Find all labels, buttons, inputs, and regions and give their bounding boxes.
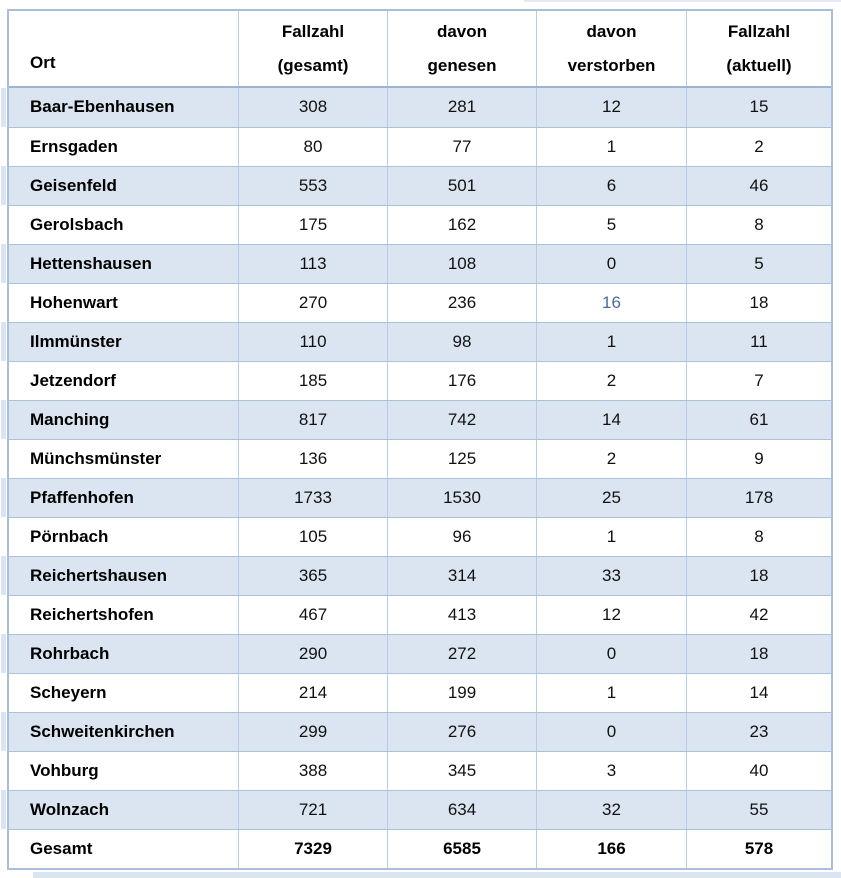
cell-verstorben: 25	[536, 479, 686, 517]
header-label: Ort	[30, 53, 56, 72]
cell-aktuell: 7	[686, 362, 831, 400]
cell-aktuell: 55	[686, 791, 831, 829]
header-cell-davon-genesen	[387, 11, 536, 86]
header-cell-fallzahl-gesamt	[238, 11, 387, 86]
cell-verstorben: 6	[536, 167, 686, 205]
cell-genesen: 272	[387, 635, 536, 673]
header-label-line2: (gesamt)	[277, 55, 349, 75]
cell-genesen: 634	[387, 791, 536, 829]
cell-genesen: 162	[387, 206, 536, 244]
header-cell-ort	[9, 11, 238, 86]
header-label-line2: (aktuell)	[726, 55, 792, 75]
cell-genesen: 125	[387, 440, 536, 478]
table-total-row	[9, 829, 831, 868]
cell-genesen: 108	[387, 245, 536, 283]
cell-aktuell: 11	[686, 323, 831, 361]
cell-genesen: 96	[387, 518, 536, 556]
cell-gesamt: 467	[238, 596, 387, 634]
cell-ort: Münchsmünster	[30, 449, 162, 468]
cell-gesamt: 388	[238, 752, 387, 790]
cell-ort: Pörnbach	[30, 527, 109, 546]
table-row	[9, 634, 831, 673]
cell-aktuell: 23	[686, 713, 831, 751]
cell-aktuell: 46	[686, 167, 831, 205]
cell-gesamt: 7329	[238, 830, 387, 868]
cell-genesen: 413	[387, 596, 536, 634]
cell-verstorben: 1	[536, 323, 686, 361]
table-row	[9, 517, 831, 556]
cell-ort: Rohrbach	[30, 644, 110, 663]
table-row	[9, 127, 831, 166]
header-cell-davon-verstorben	[536, 11, 686, 86]
cell-aktuell: 5	[686, 245, 831, 283]
cell-gesamt: 136	[238, 440, 387, 478]
table-row	[9, 556, 831, 595]
cell-gesamt: 365	[238, 557, 387, 595]
cell-aktuell: 178	[686, 479, 831, 517]
cell-ort: Baar-Ebenhausen	[30, 97, 175, 116]
table-row	[9, 361, 831, 400]
table-body	[9, 88, 831, 868]
cell-verstorben: 33	[536, 557, 686, 595]
cell-genesen: 199	[387, 674, 536, 712]
cell-gesamt: 214	[238, 674, 387, 712]
table-row	[9, 712, 831, 751]
cell-verstorben: 12	[536, 596, 686, 634]
header-label-line1: davon	[436, 21, 488, 41]
cell-aktuell: 61	[686, 401, 831, 439]
table-row	[9, 595, 831, 634]
cell-gesamt: 80	[238, 128, 387, 166]
cell-ort: Pfaffenhofen	[30, 488, 134, 507]
cell-genesen: 276	[387, 713, 536, 751]
cell-genesen: 281	[387, 88, 536, 127]
cell-genesen: 1530	[387, 479, 536, 517]
cell-verstorben: 5	[536, 206, 686, 244]
cropped-content-sliver-bottom	[33, 872, 841, 878]
table-row	[9, 790, 831, 829]
cell-gesamt: 185	[238, 362, 387, 400]
cell-ort: Hohenwart	[30, 293, 118, 312]
cell-genesen: 176	[387, 362, 536, 400]
cell-genesen: 6585	[387, 830, 536, 868]
cell-gesamt: 817	[238, 401, 387, 439]
table-row	[9, 439, 831, 478]
table-row	[9, 400, 831, 439]
cell-verstorben: 12	[536, 88, 686, 127]
cell-aktuell: 578	[686, 830, 831, 868]
cell-ort: Manching	[30, 410, 110, 429]
cell-ort: Reichertshausen	[30, 566, 167, 585]
cell-gesamt: 1733	[238, 479, 387, 517]
cell-ort: Hettenshausen	[30, 254, 152, 273]
cell-ort: Gesamt	[30, 839, 93, 858]
cropped-content-sliver-top	[524, 0, 841, 2]
cell-ort: Ernsgaden	[30, 137, 118, 156]
cell-genesen: 98	[387, 323, 536, 361]
table-row	[9, 751, 831, 790]
cell-ort: Geisenfeld	[30, 176, 117, 195]
cell-genesen: 345	[387, 752, 536, 790]
cell-gesamt: 290	[238, 635, 387, 673]
cell-aktuell: 18	[686, 635, 831, 673]
cell-aktuell: 18	[686, 284, 831, 322]
cell-ort: Reichertshofen	[30, 605, 154, 624]
cell-aktuell: 2	[686, 128, 831, 166]
table-row	[9, 283, 831, 322]
cell-gesamt: 721	[238, 791, 387, 829]
cell-genesen: 77	[387, 128, 536, 166]
cell-aktuell: 8	[686, 518, 831, 556]
header-label-line2: genesen	[427, 55, 497, 75]
cell-gesamt: 270	[238, 284, 387, 322]
header-label-line1: Fallzahl	[727, 21, 791, 41]
cell-aktuell: 8	[686, 206, 831, 244]
cell-ort: Gerolsbach	[30, 215, 124, 234]
header-label-line1: Fallzahl	[281, 21, 345, 41]
cell-gesamt: 299	[238, 713, 387, 751]
cell-ort: Schweitenkirchen	[30, 722, 175, 741]
header-cell-fallzahl-aktuell	[686, 11, 831, 86]
cell-verstorben: 16	[536, 284, 686, 322]
cropped-content-sliver-left	[1, 88, 6, 868]
covid-cases-table	[7, 9, 833, 870]
cell-gesamt: 308	[238, 88, 387, 127]
table-row	[9, 322, 831, 361]
cell-ort: Ilmmünster	[30, 332, 122, 351]
cell-verstorben: 3	[536, 752, 686, 790]
table-row	[9, 166, 831, 205]
cell-verstorben: 2	[536, 362, 686, 400]
cell-aktuell: 18	[686, 557, 831, 595]
table-row	[9, 478, 831, 517]
cell-aktuell: 9	[686, 440, 831, 478]
cell-verstorben: 14	[536, 401, 686, 439]
cell-gesamt: 113	[238, 245, 387, 283]
cell-ort: Scheyern	[30, 683, 107, 702]
table-header-row	[9, 11, 831, 88]
table-row	[9, 244, 831, 283]
cell-aktuell: 40	[686, 752, 831, 790]
cell-genesen: 501	[387, 167, 536, 205]
cell-gesamt: 553	[238, 167, 387, 205]
table-row	[9, 88, 831, 127]
cell-verstorben: 1	[536, 674, 686, 712]
cell-gesamt: 105	[238, 518, 387, 556]
cell-gesamt: 175	[238, 206, 387, 244]
cell-ort: Wolnzach	[30, 800, 110, 819]
cell-aktuell: 15	[686, 88, 831, 127]
cell-verstorben: 166	[536, 830, 686, 868]
header-label-line2: verstorben	[567, 55, 656, 75]
table-row	[9, 673, 831, 712]
cell-verstorben: 0	[536, 245, 686, 283]
cell-genesen: 314	[387, 557, 536, 595]
cell-aktuell: 42	[686, 596, 831, 634]
table-row	[9, 205, 831, 244]
cell-gesamt: 110	[238, 323, 387, 361]
cell-verstorben: 2	[536, 440, 686, 478]
cell-genesen: 236	[387, 284, 536, 322]
cell-verstorben: 32	[536, 791, 686, 829]
cell-verstorben: 0	[536, 713, 686, 751]
cell-verstorben: 1	[536, 518, 686, 556]
cell-verstorben: 0	[536, 635, 686, 673]
cell-genesen: 742	[387, 401, 536, 439]
cell-verstorben: 1	[536, 128, 686, 166]
cell-aktuell: 14	[686, 674, 831, 712]
cell-ort: Vohburg	[30, 761, 99, 780]
cell-ort: Jetzendorf	[30, 371, 116, 390]
header-label-line1: davon	[586, 21, 637, 41]
